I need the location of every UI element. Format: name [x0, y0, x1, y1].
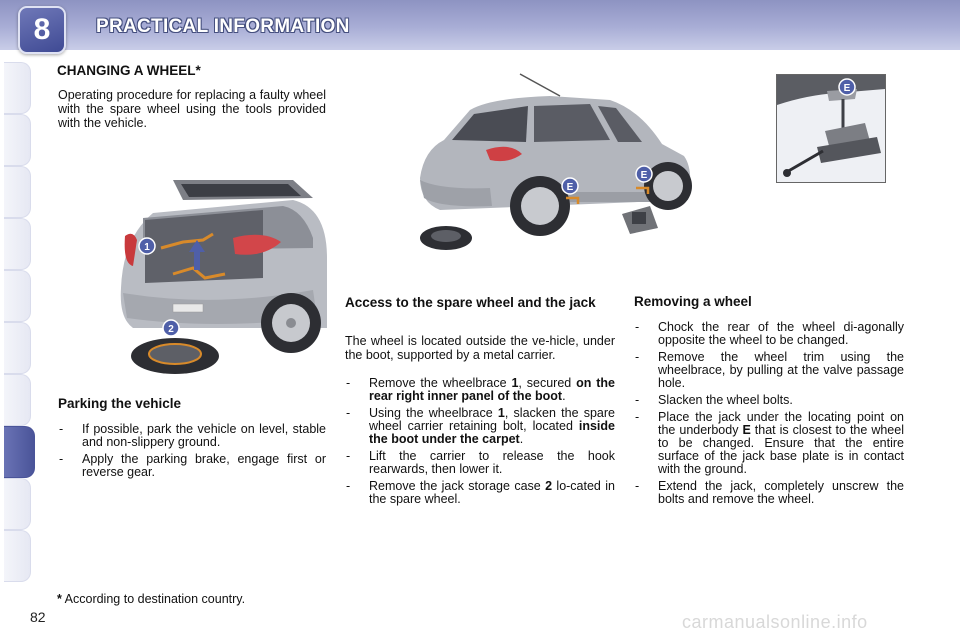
parking-heading: Parking the vehicle	[58, 396, 182, 411]
side-tab[interactable]	[4, 114, 31, 166]
side-tab[interactable]	[4, 478, 31, 530]
svg-text:E: E	[566, 182, 574, 193]
list-item: - Place the jack under the locating point on the underbody E that is closest to the wheel to be changed. Ensure that the entire surface of the jack base plate is in contact with the ground.	[634, 411, 904, 476]
list-item: - Remove the jack storage case 2 lo-cated in the spare wheel.	[345, 480, 615, 506]
side-tab[interactable]	[4, 374, 31, 426]
chapter-number-badge: 8	[18, 6, 66, 54]
locating-point-E-1	[562, 178, 578, 194]
car-side-illustration	[410, 70, 700, 262]
access-heading: Access to the spare wheel and the jack	[345, 295, 596, 310]
list-item: - Using the wheelbrace 1, slacken the spare wheel carrier retaining bolt, located inside the boot under the carpet.	[345, 407, 615, 446]
callout-1	[139, 238, 155, 254]
svg-text:2: 2	[168, 324, 174, 335]
locating-point-E-2	[636, 166, 652, 182]
access-intro: The wheel is located outside the ve-hicle, under the boot, supported by a metal carrier.	[345, 334, 615, 362]
side-tab-active[interactable]	[4, 426, 35, 478]
parking-steps	[58, 423, 326, 483]
access-steps	[345, 377, 615, 510]
side-tab[interactable]	[4, 166, 31, 218]
section-title: CHANGING A WHEEL*	[57, 63, 201, 78]
removing-steps	[634, 321, 904, 510]
section-intro: Operating procedure for replacing a faulty wheel with the spare wheel using the tools provided with the vehicle.	[58, 88, 326, 130]
side-tab[interactable]	[4, 270, 31, 322]
list-item: - Extend the jack, completely unscrew the bolts and remove the wheel.	[634, 480, 904, 506]
side-tab[interactable]	[4, 218, 31, 270]
list-item: - Apply the parking brake, engage first or reverse gear.	[58, 453, 326, 479]
list-item: - Remove the wheelbrace 1, secured on the rear right inner panel of the boot.	[345, 377, 615, 403]
svg-text:E: E	[640, 170, 648, 181]
side-tab[interactable]	[4, 62, 31, 114]
callout-E	[839, 79, 855, 95]
callout-2	[163, 320, 179, 336]
list-item: - Remove the wheel trim using the wheelbrace, by pulling at the valve passage hole.	[634, 351, 904, 390]
svg-text:1: 1	[144, 242, 150, 253]
removing-heading: Removing a wheel	[634, 294, 752, 309]
chapter-header	[0, 0, 960, 50]
footnote: * According to destination country.	[57, 592, 246, 606]
list-item: - Lift the carrier to release the hook rearwards, then lower it.	[345, 450, 615, 476]
car-rear-illustration	[113, 178, 327, 378]
jack-detail-illustration	[776, 74, 886, 183]
chapter-title: PRACTICAL INFORMATION	[96, 16, 350, 37]
list-item: - Slacken the wheel bolts.	[634, 394, 904, 407]
svg-text:E: E	[843, 83, 851, 94]
list-item: - If possible, park the vehicle on level, stable and non-slippery ground.	[58, 423, 326, 449]
side-tab[interactable]	[4, 530, 31, 582]
chapter-side-tabs	[0, 62, 34, 574]
side-tab[interactable]	[4, 322, 31, 374]
watermark: carmanualsonline.info	[682, 612, 868, 632]
page-number: 82	[30, 609, 46, 625]
list-item: - Chock the rear of the wheel di-agonally opposite the wheel to be changed.	[634, 321, 904, 347]
